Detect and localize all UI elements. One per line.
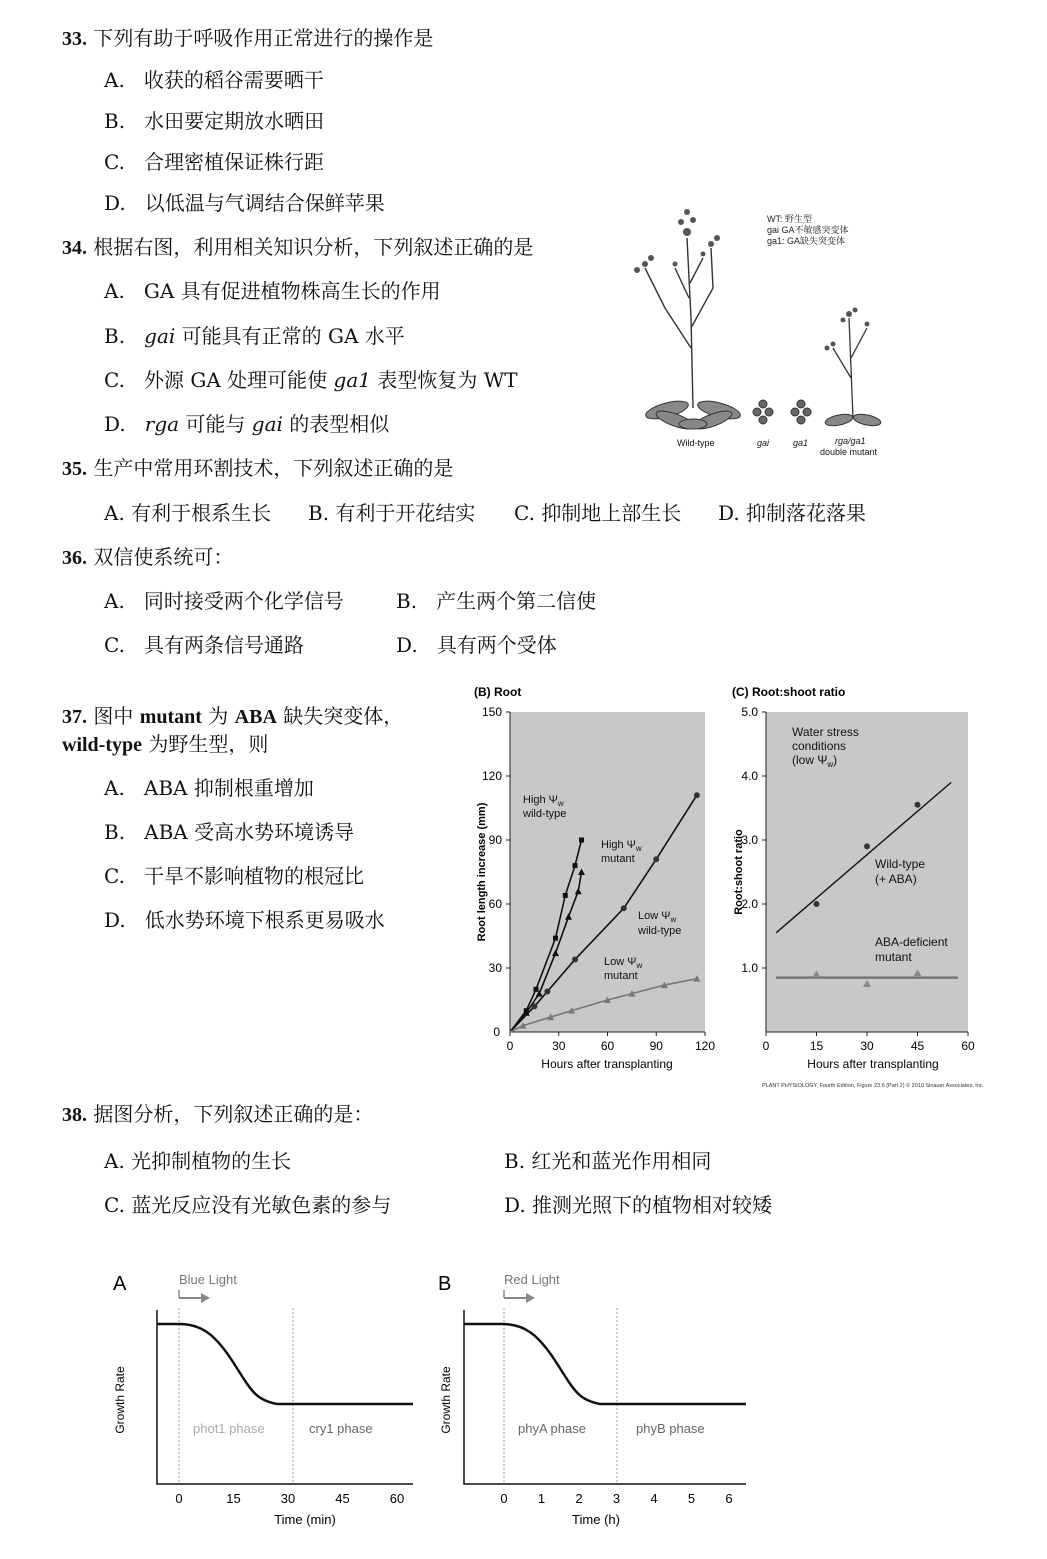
label-high-mutant-2: mutant [601,853,635,865]
chart-b-ytick: 30 [488,961,502,975]
label-wild-type-aba-2: (+ ABA) [875,872,917,886]
chart-b-point [694,792,700,798]
figure-credit: PLANT PHYSIOLOGY, Fourth Edition, Figure 23.6 (Part 2) © 2010 Sinauer Associates, Inc. [762,1083,985,1089]
question-36-option-d[interactable]: D. 具有两个受体 [396,633,557,657]
question-35-option-b[interactable]: B. 有利于开花结实 [308,501,476,525]
chart-b-point [621,905,627,911]
plant-phenotype-figure [615,198,915,470]
panel-a-xtick: 15 [226,1491,241,1506]
chart-b-ytick: 90 [488,833,502,847]
label-water-stress-1: Water stress [792,725,859,739]
label-rga-ga1: rga/ga1 [835,436,866,446]
question-37-option-c[interactable]: C. 干旱不影响植物的根冠比 [104,864,365,888]
question-37-stem-line2: wild-type 为野生型，则 [62,732,269,756]
plant-legend [767,213,849,246]
question-37-option-a[interactable]: A. ABA 抑制根重增加 [104,776,314,800]
chart-c-xtick: 15 [809,1039,824,1053]
question-33-option-c[interactable]: C. 合理密植保证株行距 [104,150,325,174]
legend-wt: WT: 野生型 [767,214,812,224]
legend-gai: gai GA不敏感突变体 [767,225,849,235]
chart-b-ytick: 0 [493,1025,500,1039]
chart-c-ytick: 4.0 [741,769,758,783]
question-35-option-a[interactable]: A. 有利于根系生长 [104,501,272,525]
question-34-option-b[interactable]: B. gai 可能具有正常的 GA 水平 [104,324,405,348]
chart-b-ylabel: Root length increase (mm) [476,802,488,942]
label-gai: gai [757,438,770,448]
question-33-option-b[interactable]: B. 水田要定期放水晒田 [104,109,325,133]
question-35-stem: 35. 生产中常用环割技术，下列叙述正确的是 [62,456,454,480]
chart-b-point [534,987,539,992]
label-low-wt-2: wild-type [638,925,682,937]
panel-a-xtick: 0 [175,1491,183,1506]
question-33-option-d[interactable]: D. 以低温与气调结合保鲜苹果 [104,191,385,215]
label-high-wt-2: wild-type [523,808,567,820]
chart-b-point [553,936,558,941]
question-34-option-d[interactable]: D. rga 可能与 gai 的表型相似 [104,412,390,436]
label-wild-type: Wild-type [677,438,715,448]
panel-a-letter: A [113,1273,127,1295]
question-33-option-a[interactable]: A. 收获的稻谷需要晒干 [104,68,324,92]
chart-b-xtick: 120 [694,1039,716,1053]
chart-c-xlabel: Hours after transplanting [807,1057,939,1071]
question-36-option-c[interactable]: C. 具有两条信号通路 [104,633,305,657]
question-34-option-c[interactable]: C. 外源 GA 处理可能使 ga1 表型恢复为 WT [104,368,518,392]
panel-a-xtick: 30 [280,1491,296,1506]
chart-b-panel-title: (B) Root [474,685,522,699]
question-36-option-b[interactable]: B. 产生两个第二信使 [396,589,597,613]
panel-a-xtick: 45 [335,1491,350,1506]
cry1-phase-label: cry1 phase [309,1421,373,1436]
label-aba-deficient-2: mutant [875,950,912,964]
question-37-option-b[interactable]: B. ABA 受高水势环境诱导 [104,820,355,844]
chart-b-xtick: 60 [600,1039,615,1053]
root-length-chart [470,682,720,1072]
question-35-option-c[interactable]: C. 抑制地上部生长 [514,501,682,525]
gai-plant [753,400,773,424]
question-34-option-a[interactable]: A. GA 具有促进植物株高生长的作用 [104,279,441,303]
panel-b-xtick: 2 [575,1491,583,1506]
panel-b-xtick: 3 [612,1491,621,1506]
chart-b-point [563,893,568,898]
root-shoot-ratio-chart [728,682,998,1092]
question-36-option-a[interactable]: A. 同时接受两个化学信号 [104,589,344,613]
panel-a-xlabel: Time (min) [274,1512,336,1527]
chart-c-ytick: 3.0 [741,833,758,847]
chart-c-panel-title: (C) Root:shoot ratio [732,685,846,699]
question-36-stem: 36. 双信使系统可： [62,545,234,569]
label-ga1: ga1 [793,438,809,448]
label-water-stress-2: conditions [792,739,847,753]
double-mutant-plant [824,308,881,428]
chart-b-plot-area [510,712,705,1032]
panel-b-xtick: 4 [650,1491,658,1506]
chart-b-point [653,856,659,862]
label-low-wt-1: Low $\Psi_w$ [638,910,677,924]
chart-b-point [573,863,578,868]
chart-c-ytick: 5.0 [741,705,758,719]
question-38-stem: 38. 据图分析，下列叙述正确的是： [62,1102,374,1126]
wild-type-plant [634,209,742,432]
chart-b-point [531,1003,537,1009]
chart-b-point [544,988,550,994]
label-double-mutant: double mutant [820,447,878,457]
panel-b-growth-curve [464,1324,746,1404]
label-high-wt-1: High $\Psi_w$ [523,794,564,808]
red-light-growth-chart [432,1262,752,1532]
chart-c-xtick: 60 [961,1039,975,1053]
panel-b-xtick: 0 [500,1491,508,1506]
chart-b-point [579,838,584,843]
chart-b-xlabel: Hours after transplanting [541,1057,673,1071]
chart-c-point [915,802,921,808]
chart-c-ytick: 2.0 [741,897,758,911]
panel-b-axes [464,1310,746,1484]
chart-b-ytick: 150 [481,705,502,719]
panel-a-xtick: 60 [389,1491,405,1506]
question-34-stem: 34. 根据右图，利用相关知识分析，下列叙述正确的是 [62,235,534,259]
panel-a-ylabel: Growth Rate [113,1366,127,1434]
panel-a-axes [157,1310,413,1484]
panel-b-letter: B [438,1273,452,1295]
panel-b-xtick: 5 [687,1491,696,1506]
panel-b-xtick: 6 [725,1491,733,1506]
question-38-option-d[interactable]: D. 推测光照下的植物相对较矮 [504,1193,773,1217]
question-35-option-d[interactable]: D. 抑制落花落果 [718,501,867,525]
label-low-mutant-1: Low $\Psi_w$ [604,956,643,970]
legend-ga1: ga1: GA缺失突变体 [767,236,846,246]
chart-b-ytick: 60 [488,897,502,911]
blue-light-growth-chart [105,1262,430,1532]
chart-b-ytick: 120 [481,769,502,783]
label-low-mutant-2: mutant [604,970,638,982]
chart-c-point [864,843,870,849]
chart-c-point [814,901,820,907]
question-33-stem: 33. 下列有助于呼吸作用正常进行的操作是 [62,26,434,50]
chart-b-xtick: 90 [649,1039,663,1053]
phya-phase-label: phyA phase [518,1421,586,1436]
ga1-plant [791,400,811,424]
question-37-stem: 37. 图中 mutant 为 ABA 缺失突变体， [62,704,404,728]
label-high-mutant-1: High $\Psi_w$ [601,839,642,853]
label-wild-type-aba-1: Wild-type [875,857,926,871]
phot1-phase-label: phot1 phase [193,1421,265,1436]
chart-c-ytick: 1.0 [741,961,758,975]
panel-a-growth-curve [157,1324,413,1404]
red-light-label: Red Light [504,1272,560,1287]
chart-c-ylabel: Root:shoot ratio [733,829,745,915]
label-water-stress-3: (low $\Psi_w$) [792,753,838,769]
chart-c-xtick: 45 [910,1039,925,1053]
label-aba-deficient-1: ABA-deficient [875,935,948,949]
question-38-option-b[interactable]: B. 红光和蓝光作用相同 [504,1149,712,1173]
chart-c-xtick: 0 [762,1039,770,1053]
question-38-option-a[interactable]: A. 光抑制植物的生长 [104,1149,292,1173]
chart-b-point [572,956,578,962]
question-38-option-c[interactable]: C. 蓝光反应没有光敏色素的参与 [104,1193,392,1217]
blue-light-label: Blue Light [179,1272,237,1287]
panel-b-ylabel: Growth Rate [439,1366,453,1434]
chart-b-xtick: 0 [506,1039,514,1053]
chart-b-xtick: 30 [552,1039,566,1053]
phyb-phase-label: phyB phase [636,1421,705,1436]
chart-c-xtick: 30 [860,1039,874,1053]
panel-b-xtick: 1 [537,1491,546,1506]
panel-b-xlabel: Time (h) [572,1512,620,1527]
question-37-option-d[interactable]: D. 低水势环境下根系更易吸水 [104,908,385,932]
